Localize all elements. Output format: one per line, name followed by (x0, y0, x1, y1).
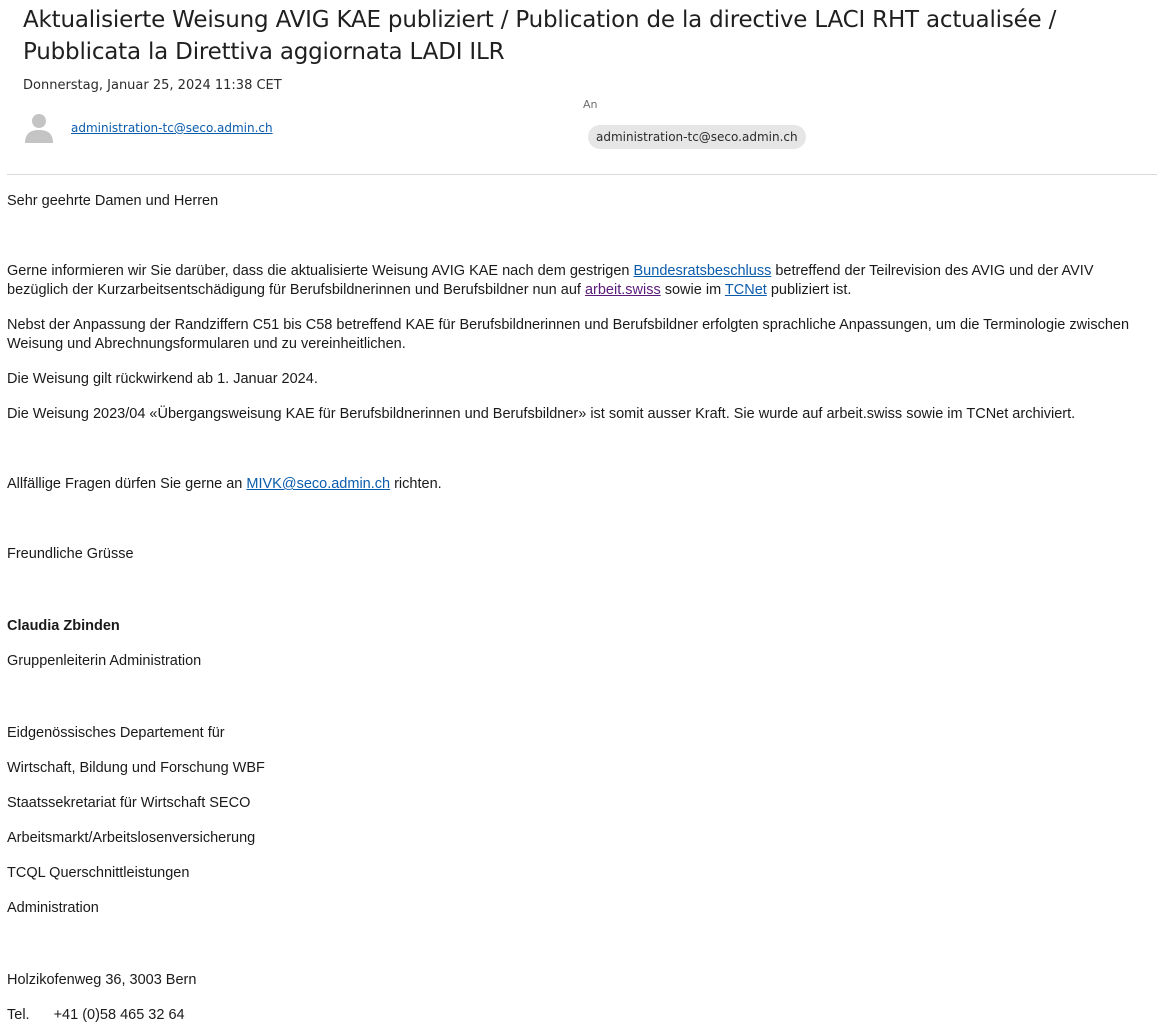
signature-line-seco: Staatssekretariat für Wirtschaft SECO (7, 795, 251, 811)
greeting: Sehr geehrte Damen und Herren (7, 193, 219, 209)
paragraph-adjustments: Nebst der Anpassung der Randziffern C51 bis C58 betreffend KAE für Berufsbildnerinnen und Berufsbildner erfolgten sprachliche Anpassungen, um die Terminologie zwischen Weisung und Abrechnungsformularen und zu vereinheitlichen. (7, 317, 1130, 352)
signature-line-administration: Administration (7, 900, 99, 916)
header-divider (7, 174, 1157, 175)
signature-name: Claudia Zbinden (7, 618, 120, 634)
closing: Freundliche Grüsse (7, 546, 134, 562)
tcnet-link[interactable]: TCNet (724, 282, 767, 298)
paragraph-intro-text-b: betreffend der Teilrevision des AVIG und der AVIV bezüglich der Kurzarbeitsentschädigung für Berufsbildnerinnen und Berufsbildner nun auf (7, 263, 1094, 298)
arbeit-swiss-link[interactable]: arbeit.swiss (584, 282, 661, 298)
phone-number: +41 (0)58 465 32 64 (53, 1007, 185, 1023)
paragraph-intro (7, 262, 1147, 300)
signature-address: Holzikofenweg 36, 3003 Bern (7, 972, 197, 988)
paragraph-intro-text-d: publiziert ist. (766, 282, 852, 298)
signature-line-tcql: TCQL Querschnittleistungen (7, 865, 190, 881)
paragraph-questions-text-a: Allfällige Fragen dürfen Sie gerne an (7, 476, 247, 492)
paragraph-questions (7, 475, 442, 494)
recipient-chip[interactable]: administration-tc@seco.admin.ch (588, 125, 806, 149)
paragraph-intro-text-a: Gerne informieren wir Sie darüber, dass die aktualisierte Weisung AVIG KAE nach dem gestrigen (7, 263, 634, 279)
email-subject: Aktualisierte Weisung AVIG KAE publiziert / Publication de la directive LACI RHT actualisée / Pubblicata la Direttiva aggiornata LADI ILR (23, 7, 1057, 65)
mivk-email-link[interactable]: MIVK@seco.admin.ch (246, 476, 391, 492)
phone-label: Tel. (7, 1007, 30, 1023)
signature-line-arbeitsmarkt: Arbeitsmarkt/Arbeitslosenversicherung (7, 830, 256, 846)
email-date: Donnerstag, Januar 25, 2024 11:38 CET (23, 78, 282, 93)
to-label: An (583, 98, 598, 111)
signature-phone (7, 1006, 185, 1025)
sender-email-link[interactable]: administration-tc@seco.admin.ch (71, 121, 273, 135)
paragraph-questions-text-b: richten. (390, 476, 442, 492)
paragraph-archived: Die Weisung 2023/04 «Übergangsweisung KAE für Berufsbildnerinnen und Berufsbildner» ist somit ausser Kraft. Sie wurde auf arbeit.swiss sowie im TCNet archiviert. (7, 406, 1076, 422)
signature-line-department: Eidgenössisches Departement für (7, 725, 225, 741)
bundesratsbeschluss-link[interactable]: Bundesratsbeschluss (633, 263, 772, 279)
paragraph-intro-text-c: sowie im (660, 282, 725, 298)
person-avatar-icon (24, 112, 54, 144)
signature-line-wbf: Wirtschaft, Bildung und Forschung WBF (7, 760, 265, 776)
signature-role: Gruppenleiterin Administration (7, 653, 202, 669)
paragraph-validity: Die Weisung gilt rückwirkend ab 1. Januar 2024. (7, 371, 318, 387)
